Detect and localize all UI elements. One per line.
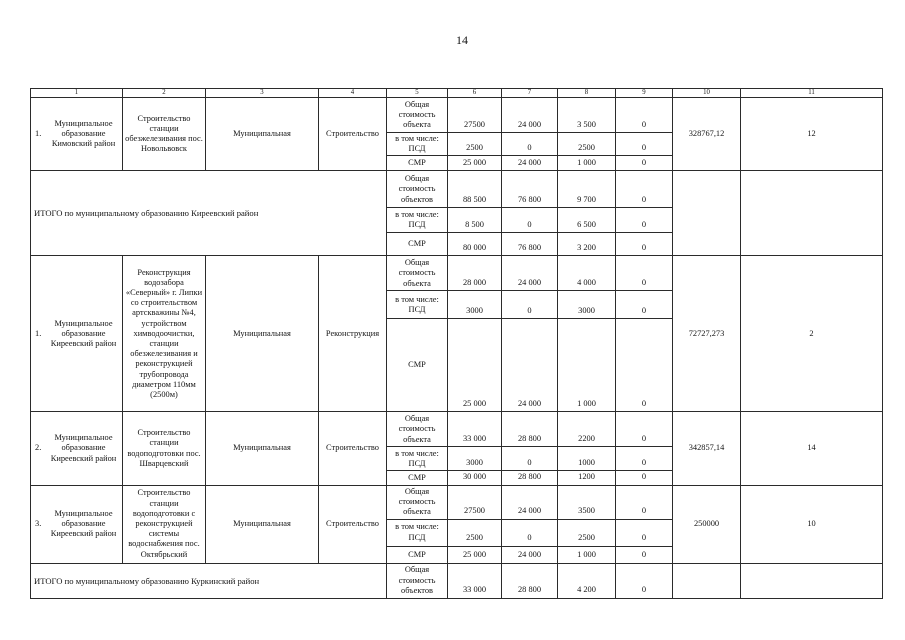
column-number: 10 — [673, 89, 741, 98]
value-col6: 2500 — [448, 133, 502, 156]
value-col8: 3 500 — [558, 98, 616, 133]
value-col8: 3500 — [558, 485, 616, 519]
value-col7: 28 800 — [502, 412, 558, 447]
value-col7: 24 000 — [502, 156, 558, 171]
municipality-name: Муниципальное образование Кимовский район — [51, 118, 116, 149]
object-name-cell: Строительство станции водоподготовки пос. Шварцевский — [123, 412, 206, 485]
cost-label-cell: СМР — [387, 471, 448, 485]
object-name-cell: Строительство станции водоподготовки с реконструкцией системы водоснабжения пос. Октябрьский — [123, 485, 206, 563]
value-col6: 80 000 — [448, 233, 502, 256]
value-col8: 3000 — [558, 291, 616, 319]
value-col7: 76 800 — [502, 171, 558, 208]
municipality-cell — [31, 412, 123, 485]
value-col8: 2200 — [558, 412, 616, 447]
value-col9: 0 — [616, 319, 673, 412]
cost-label-cell: СМР — [387, 319, 448, 412]
value-col8: 2500 — [558, 519, 616, 546]
table-row — [31, 98, 883, 133]
ownership-cell: Муниципальная — [206, 485, 319, 563]
value-col9: 0 — [616, 546, 673, 563]
value-col6: 27500 — [448, 485, 502, 519]
value-col6: 30 000 — [448, 471, 502, 485]
value-col7: 24 000 — [502, 256, 558, 291]
value-col6: 33 000 — [448, 563, 502, 598]
object-name-cell: Строительство станции обезжелезивания пос. Новольвовск — [123, 98, 206, 171]
column-number: 11 — [741, 89, 883, 98]
table-row — [31, 256, 883, 291]
column-number: 5 — [387, 89, 448, 98]
value-col8: 1 000 — [558, 319, 616, 412]
municipality-cell — [31, 256, 123, 412]
object-name-cell: Реконструкция водозабора «Северный» г. Липки со строительством артскважины №4, устройством химводоочистки, станции обезжелезивания и реконструкцией трубопровода диаметром 110мм (2500м) — [123, 256, 206, 412]
row-index: 1. — [35, 129, 42, 139]
value-col9: 0 — [616, 471, 673, 485]
municipality-name: Муниципальное образование Киреевский район — [50, 433, 117, 463]
value-col9: 0 — [616, 485, 673, 519]
value-col10: 72727,273 — [673, 256, 741, 412]
value-col7: 0 — [502, 291, 558, 319]
cost-label-cell: в том числе: ПСД — [387, 447, 448, 471]
cost-label-cell: СМР — [387, 156, 448, 171]
row-index: 1. — [35, 328, 42, 338]
ownership-cell: Муниципальная — [206, 98, 319, 171]
total-row — [31, 171, 883, 208]
value-col8: 9 700 — [558, 171, 616, 208]
total-label-cell: ИТОГО по муниципальному образованию Куркинский район — [31, 563, 387, 598]
value-col9: 0 — [616, 208, 673, 233]
value-col10: 342857,14 — [673, 412, 741, 485]
value-col10: 250000 — [673, 485, 741, 563]
header-row — [31, 89, 883, 98]
value-col8: 4 200 — [558, 563, 616, 598]
value-col11: 2 — [741, 256, 883, 412]
value-col6: 88 500 — [448, 171, 502, 208]
value-col8: 1000 — [558, 447, 616, 471]
work-type-cell: Строительство — [319, 98, 387, 171]
municipality-cell — [31, 485, 123, 563]
value-col7: 0 — [502, 208, 558, 233]
value-col8: 1200 — [558, 471, 616, 485]
value-col9: 0 — [616, 412, 673, 447]
value-col8: 1 000 — [558, 156, 616, 171]
value-col9: 0 — [616, 291, 673, 319]
value-col6: 33 000 — [448, 412, 502, 447]
objects-table — [30, 88, 883, 599]
cost-label-cell: в том числе: ПСД — [387, 133, 448, 156]
value-col9: 0 — [616, 133, 673, 156]
cost-label-cell: Общая стоимость объекта — [387, 256, 448, 291]
value-col6: 28 000 — [448, 256, 502, 291]
total-row — [31, 563, 883, 598]
cost-label-cell: Общая стоимость объекта — [387, 412, 448, 447]
work-type-cell: Строительство — [319, 485, 387, 563]
value-col11: 12 — [741, 98, 883, 171]
table-row — [31, 485, 883, 519]
value-col6: 25 000 — [448, 156, 502, 171]
empty-col10 — [673, 563, 741, 598]
value-col9: 0 — [616, 519, 673, 546]
column-number: 1 — [31, 89, 123, 98]
value-col9: 0 — [616, 256, 673, 291]
empty-col11 — [741, 563, 883, 598]
value-col7: 76 800 — [502, 233, 558, 256]
municipality-name: Муниципальное образование Киреевский район — [50, 508, 117, 539]
column-number: 7 — [502, 89, 558, 98]
row-index: 2. — [35, 443, 42, 453]
value-col8: 6 500 — [558, 208, 616, 233]
value-col8: 4 000 — [558, 256, 616, 291]
value-col6: 27500 — [448, 98, 502, 133]
column-number: 6 — [448, 89, 502, 98]
cost-label-cell: СМР — [387, 233, 448, 256]
ownership-cell: Муниципальная — [206, 412, 319, 485]
municipality-cell — [31, 98, 123, 171]
cost-label-cell: СМР — [387, 546, 448, 563]
value-col6: 8 500 — [448, 208, 502, 233]
value-col9: 0 — [616, 98, 673, 133]
value-col8: 3 200 — [558, 233, 616, 256]
value-col7: 0 — [502, 447, 558, 471]
value-col7: 24 000 — [502, 546, 558, 563]
column-number: 9 — [616, 89, 673, 98]
value-col7: 0 — [502, 519, 558, 546]
value-col11: 10 — [741, 485, 883, 563]
empty-col11 — [741, 171, 883, 256]
value-col7: 28 800 — [502, 563, 558, 598]
column-number: 4 — [319, 89, 387, 98]
municipality-name: Муниципальное образование Киреевский район — [50, 318, 117, 348]
row-index: 3. — [35, 519, 42, 528]
value-col9: 0 — [616, 233, 673, 256]
value-col6: 2500 — [448, 519, 502, 546]
column-number: 2 — [123, 89, 206, 98]
value-col6: 25 000 — [448, 319, 502, 412]
value-col8: 1 000 — [558, 546, 616, 563]
value-col9: 0 — [616, 156, 673, 171]
value-col7: 24 000 — [502, 319, 558, 412]
work-type-cell: Строительство — [319, 412, 387, 485]
cost-label-cell: Общая стоимость объекта — [387, 485, 448, 519]
table-row — [31, 412, 883, 447]
empty-col10 — [673, 171, 741, 256]
page-number: 14 — [456, 33, 468, 47]
value-col9: 0 — [616, 563, 673, 598]
column-number: 3 — [206, 89, 319, 98]
total-label-cell: ИТОГО по муниципальному образованию Киреевский район — [31, 171, 387, 256]
value-col7: 24 000 — [502, 485, 558, 519]
value-col6: 3000 — [448, 291, 502, 319]
cost-label-cell: Общая стоимость объектов — [387, 171, 448, 208]
ownership-cell: Муниципальная — [206, 256, 319, 412]
cost-label-cell: Общая стоимость объектов — [387, 563, 448, 598]
value-col8: 2500 — [558, 133, 616, 156]
value-col11: 14 — [741, 412, 883, 485]
cost-label-cell: в том числе: ПСД — [387, 208, 448, 233]
value-col6: 3000 — [448, 447, 502, 471]
value-col7: 28 800 — [502, 471, 558, 485]
value-col9: 0 — [616, 447, 673, 471]
work-type-cell: Реконструкция — [319, 256, 387, 412]
value-col7: 0 — [502, 133, 558, 156]
column-number: 8 — [558, 89, 616, 98]
value-col10: 328767,12 — [673, 98, 741, 171]
value-col7: 24 000 — [502, 98, 558, 133]
value-col9: 0 — [616, 171, 673, 208]
cost-label-cell: в том числе: ПСД — [387, 291, 448, 319]
cost-label-cell: Общая стоимость объекта — [387, 98, 448, 133]
value-col6: 25 000 — [448, 546, 502, 563]
cost-label-cell: в том числе: ПСД — [387, 519, 448, 546]
